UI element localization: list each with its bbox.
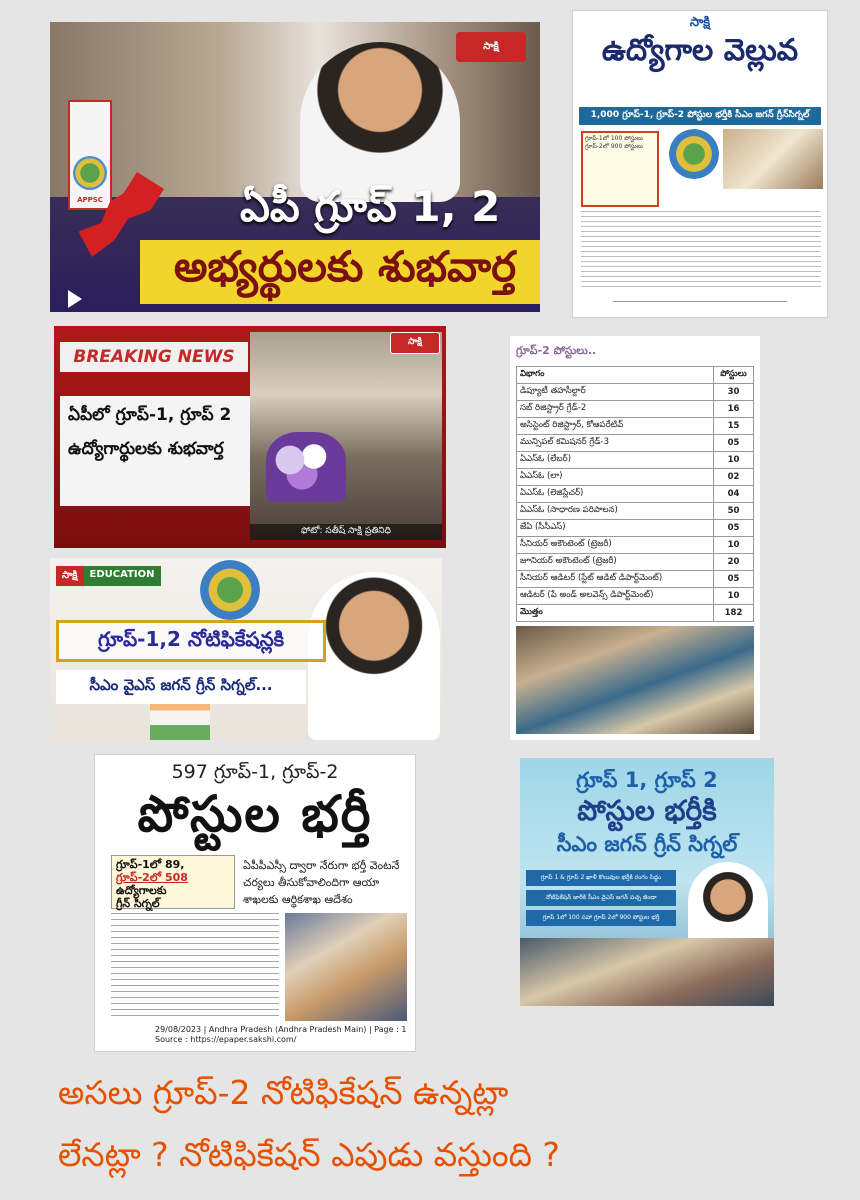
newspaper-article-panel <box>94 754 416 1052</box>
poster-panel <box>520 758 774 1006</box>
exam-hall-photo <box>516 626 754 734</box>
table-title: గ్రూప్-2 పోస్టులు.. <box>516 344 597 357</box>
row-dept: ఏఎస్‌ఓ (సాధారణ పరిపాలన) <box>517 503 714 520</box>
person-image <box>308 572 440 740</box>
headline-line2: అభ్యర్థులకు శుభవార్త <box>140 240 540 304</box>
table-row <box>517 486 754 503</box>
appsc-label: APPSC <box>77 196 103 204</box>
breaking-news-panel <box>54 326 446 548</box>
channel-logo: సాక్షి <box>390 332 440 354</box>
channel-logo: సాక్షి <box>456 32 526 62</box>
photo-caption: ఫోటో: సతీష్ సాక్షి ప్రతినిధి <box>250 524 442 540</box>
row-dept: జూనియర్ అకౌంటెంట్ (ట్రెజరీ) <box>517 554 714 571</box>
article-headline: పోస్టుల భర్తీ <box>137 785 373 843</box>
newspaper-subhead: 1,000 గ్రూప్-1, గ్రూప్-2 పోస్టుల భర్తీకి సీఎం జగన్ గ్రీన్‌సిగ్నల్ <box>579 107 821 125</box>
table-row <box>517 588 754 605</box>
breaking-news-label: BREAKING NEWS <box>60 342 248 372</box>
highlight-line2: గ్రూప్-2లో 508 <box>116 871 188 884</box>
row-dept: ఏఎస్‌ఓ (లా) <box>517 469 714 486</box>
posts-table <box>516 366 754 622</box>
table-row <box>517 435 754 452</box>
row-dept: ఏఎస్‌ఓ (లేబర్) <box>517 452 714 469</box>
brand-tag-sakshi: సాక్షి <box>56 566 84 586</box>
row-posts: 16 <box>714 401 754 418</box>
table-row <box>517 469 754 486</box>
appsc-logo <box>68 100 112 210</box>
highlight-line3: ఉద్యోగాలకు <box>116 884 167 897</box>
bottom-question-line2: లేనట్లా ? నోటిఫికేషన్ ఎపుడు వస్తుంది ? <box>58 1135 560 1174</box>
row-posts: 20 <box>714 554 754 571</box>
table-row <box>517 401 754 418</box>
bottom-question-line1: అసలు గ్రూప్-2 నోటిఫికేషన్ ఉన్నట్లా <box>58 1073 509 1112</box>
row-dept: డిప్యూటీ తహసీల్దార్ <box>517 384 714 401</box>
row-dept: మున్సిపల్ కమిషనర్ గ్రేడ్-3 <box>517 435 714 452</box>
row-dept: ఏఎస్‌ఓ (లెజిస్లేచర్) <box>517 486 714 503</box>
row-posts: 30 <box>714 384 754 401</box>
poster-line1: గ్రూప్ 1, గ్రూప్ 2 <box>576 768 718 792</box>
total-row <box>517 605 754 622</box>
poster-line2: పోస్టుల భర్తీకి <box>577 794 717 827</box>
poster-bar3: గ్రూప్ 1లో 100 సహా గ్రూప్ 2లో 900 పోస్టుల భర్తీ <box>526 910 676 926</box>
footer-source: Source : https://epaper.sakshi.com/ <box>155 1035 297 1044</box>
newspaper-clipping-panel <box>572 10 828 318</box>
row-posts: 10 <box>714 588 754 605</box>
highlight-line1: గ్రూప్-1లో 89, <box>116 858 185 871</box>
row-posts: 05 <box>714 571 754 588</box>
row-dept: సీనియర్ ఆడిటర్ (స్టేట్ ఆడిట్ డిపార్ట్‌మెంట్) <box>517 571 714 588</box>
table-row <box>517 520 754 537</box>
bottom-question <box>58 1062 838 1186</box>
row-dept: జేఏ (సీసీఎస్) <box>517 520 714 537</box>
posts-table-panel <box>510 336 760 740</box>
exam-photo <box>520 938 774 1006</box>
education-subline: సీఎం వైఎస్ జగన్ గ్రీన్ సిగ్నల్... <box>56 670 306 704</box>
table-row <box>517 452 754 469</box>
table-row <box>517 384 754 401</box>
poster-bar1: గ్రూప్ 1 & గ్రూప్ 2 ఖాళీ కొలువుల భర్తీకి రంగం సిద్ధం <box>526 870 676 886</box>
video-thumbnail-panel[interactable] <box>50 22 540 312</box>
table-row <box>517 537 754 554</box>
headline-line1: ఏపీ గ్రూప్ 1, 2 <box>240 182 501 231</box>
article-text-lines <box>581 211 821 291</box>
row-dept: సబ్ రిజిస్ట్రార్ గ్రేడ్-2 <box>517 401 714 418</box>
total-value: 182 <box>714 605 754 622</box>
play-icon[interactable] <box>68 290 82 308</box>
brand-tag-education: EDUCATION <box>84 566 161 586</box>
highlight-line4: గ్రీన్ సిగ్నల్ <box>116 897 160 910</box>
seal-icon <box>73 156 107 190</box>
row-dept: ఆడిటర్ (పే అండ్ అలవెన్స్ డిపార్ట్‌మెంట్) <box>517 588 714 605</box>
footer-date: 29/08/2023 | Andhra Pradesh (Andhra Pradesh Main) | Page : 1 <box>155 1025 407 1034</box>
article-footer <box>155 1025 406 1045</box>
breaking-news-text: ఏపీలో గ్రూప్-1, గ్రూప్ 2 ఉద్యోగార్థులకు శుభవార్త <box>60 396 250 506</box>
seal-icon <box>200 560 260 620</box>
newspaper-photo <box>723 129 823 189</box>
poster-line3: సీఎం జగన్ గ్రీన్ సిగ్నల్ <box>556 832 738 856</box>
table-row <box>517 554 754 571</box>
row-posts: 04 <box>714 486 754 503</box>
row-posts: 15 <box>714 418 754 435</box>
row-dept: సీనియర్ అకౌంటెంట్ (ట్రెజరీ) <box>517 537 714 554</box>
flower-bouquet <box>266 432 346 502</box>
row-posts: 50 <box>714 503 754 520</box>
highlight-box: గ్రూప్-1లో 100 పోస్టులు గ్రూప్-2లో 900 పోస్టులు <box>581 131 659 207</box>
row-posts: 10 <box>714 452 754 469</box>
row-posts: 05 <box>714 520 754 537</box>
newspaper-brand: సాక్షి <box>689 15 711 30</box>
table-header-row <box>517 367 754 384</box>
table-row <box>517 418 754 435</box>
header-dept: విభాగం <box>517 367 714 384</box>
row-posts: 05 <box>714 435 754 452</box>
article-summary: ఏపీపీఎస్సీ ద్వారా నేరుగా భర్తీ వెంటనే చర్యలు తీసుకోవాలిందిగా ఆయా శాఖలకు ఆర్థికశాఖ ఆదేశం <box>243 859 400 906</box>
total-label: మొత్తం <box>517 605 714 622</box>
table-row <box>517 571 754 588</box>
newspaper-headline: ఉద్యోగాల వెల్లువ <box>601 33 799 68</box>
article-kicker: 597 గ్రూప్-1, గ్రూప్-2 <box>171 761 339 783</box>
row-posts: 02 <box>714 469 754 486</box>
row-posts: 10 <box>714 537 754 554</box>
brand-tag <box>56 566 161 586</box>
poster-bar2: నోటిఫికేషన్ జారీకి సీఎం వైఎస్ జగన్ పచ్చ జెండా <box>526 890 676 906</box>
meeting-photo <box>250 332 442 540</box>
table-row <box>517 503 754 520</box>
article-highlight-box <box>111 855 235 909</box>
newspaper-footer <box>613 301 787 311</box>
education-panel <box>50 558 442 740</box>
article-photo <box>285 913 407 1021</box>
article-text-lines <box>111 913 279 1021</box>
seal-icon <box>669 129 719 179</box>
header-posts: పోస్టులు <box>714 367 754 384</box>
education-headline: గ్రూప్-1,2 నోటిఫికేషన్లకి <box>56 620 326 662</box>
row-dept: అసిస్టెంట్ రిజిస్ట్రార్, కోఆపరేటివ్ <box>517 418 714 435</box>
person-image <box>300 42 460 202</box>
